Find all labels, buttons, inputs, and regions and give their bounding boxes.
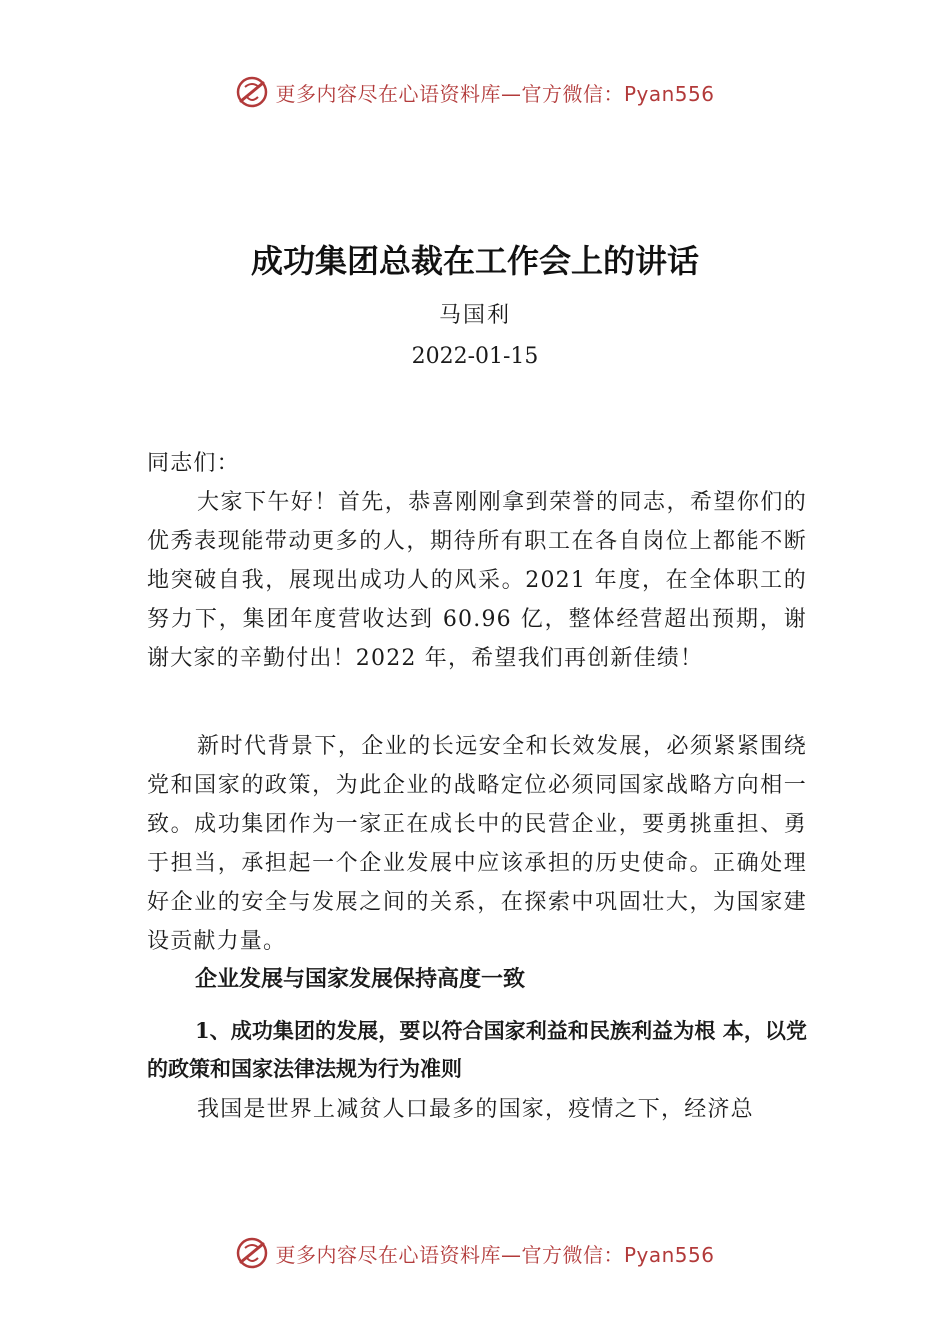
watermark-footer (0, 1233, 950, 1273)
subsection-heading: 1、成功集团的发展，要以符合国家利益和民族利益为根 本，以党的政策和国家法律法规为行为准则 (147, 1018, 807, 1081)
seal-logo-icon (235, 75, 269, 109)
watermark-header (0, 72, 950, 112)
paragraph-2: 新时代背景下，企业的长远安全和长效发展，必须紧紧围绕党和国家的政策，为此企业的战略定位必须同国家战略方向相一致。成功集团作为一家正在成长中的民营企业，要勇挑重担、勇于担当，承担起一个企业发展中应该承担的历史使命。正确处理好企业的安全与发展之间的关系，在探索中巩固壮大，为国家建设贡献力量。 (147, 734, 807, 954)
paragraph-1: 大家下午好！首先，恭喜刚刚拿到荣誉的同志，希望你们的优秀表现能带动更多的人，期待所有职工在各自岗位上都能不断地突破自我，展现出成功人的风采。2021 年度，在全体职工的努力下，集团年度营收达到 60.96 亿，整体经营超出预期，谢谢大家的辛勤付出！2022 年，希望我们再创新佳绩！ (147, 490, 807, 671)
paragraph-3: 我国是世界上减贫人口最多的国家，疫情之下，经济总 (197, 1097, 754, 1122)
watermark-text: 更多内容尽在心语资料库—官方微信：Pyan556 (275, 81, 715, 106)
watermark-text: 更多内容尽在心语资料库—官方微信：Pyan556 (275, 1242, 715, 1267)
section-heading: 企业发展与国家发展保持高度一致 (195, 967, 526, 992)
salutation: 同志们： (147, 451, 240, 476)
seal-logo-icon (235, 1236, 269, 1270)
document-date: 2022-01-15 (411, 344, 539, 369)
document-title: 成功集团总裁在工作会上的讲话 (250, 242, 699, 280)
document-author: 马国利 (438, 303, 511, 328)
